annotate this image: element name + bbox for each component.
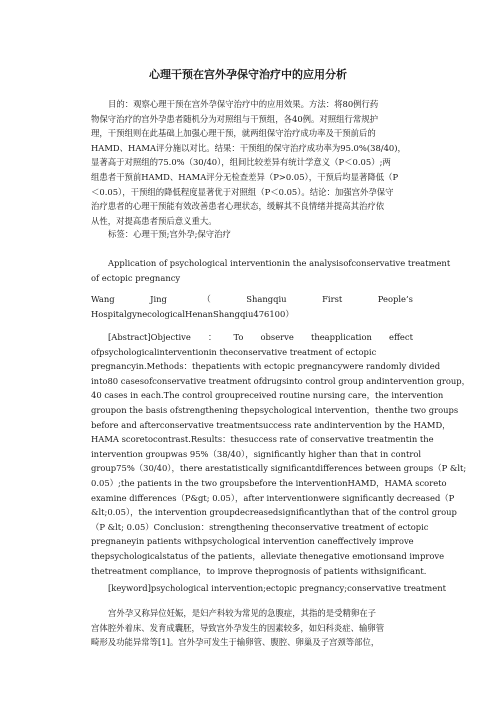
abstract-cn-line: 物保守治疗的宫外孕患者随机分为对照组与干预组，各40例。对照组行常规护 <box>91 113 379 124</box>
keywords-en <box>91 581 446 596</box>
abstract-cn-line: 显著高于对照组的75.0%（30/40），组间比较差异有统计学意义（P＜0.05）;两 <box>91 157 391 168</box>
body-cn <box>91 606 413 650</box>
body-cn-line: 畸形及功能异常等[1]。宫外孕可发生于输卵管、腹腔、卵巢及子宫颈等部位， <box>91 637 380 648</box>
abstract-en-word: [Abstract]Objective <box>108 332 191 342</box>
abstract-en-line: group75%（30/40），there arestatistically significantdifferences between groups（P &lt; <box>91 463 467 474</box>
abstract-en <box>91 330 470 578</box>
abstract-en-line: into80 casesofconservative treatment ofdrugsinto control group andintervention group， <box>91 375 470 386</box>
abstract-en-line: intervention groupwas 95%（38/40），significantly higher than that in control <box>91 448 422 459</box>
abstract-cn-line: 组患者干预前HAMD、HAMA评分无检查差异（P>0.05），干预后均显著降低（P <box>91 171 399 182</box>
abstract-en-line: thepsychologicalstatus of the patients，alleviate thenegative emotionsand improve <box>91 550 445 561</box>
abstract-en-word: To <box>233 332 244 342</box>
abstract-cn-line: 目的：观察心理干预在宫外孕保守治疗中的应用效果。方法：将80例行药 <box>108 99 379 109</box>
author-line <box>91 292 413 307</box>
author-block <box>91 292 413 321</box>
author-word: First <box>322 294 343 304</box>
abstract-en-word: effect <box>389 332 413 342</box>
title-en-line: Application of psychological interventionin the analysisofconservative treatment <box>108 258 451 268</box>
abstract-en-first-line <box>91 330 413 345</box>
title-en <box>91 256 451 285</box>
abstract-en-word: ： <box>207 332 217 342</box>
abstract-en-line: pregnancyin.Methods：thepatients with ectopic pregnancywere randomly divided <box>91 361 441 372</box>
abstract-en-line: ofpsychologicalinterventionin theconservative treatment of ectopic <box>91 346 377 357</box>
abstract-en-line: pregnaneyin patients withpsychological intervention caneffectively improve <box>91 536 414 547</box>
author-word: Shangqiu <box>246 294 287 304</box>
abstract-en-line: HAMA scoretocontrast.Results：thesuccess rate of conservative treatmentin the <box>91 434 434 445</box>
author-word: People’s <box>377 294 413 304</box>
author-word: （ <box>202 294 211 304</box>
abstract-en-line: &lt;0.05），the intervention groupdecreasedsignificantlythan that of the control group <box>91 507 457 518</box>
keywords-en-line: [keyword]psychological intervention;ectopic pregnancy;conservative treatment <box>108 583 446 593</box>
body-cn-line: 宫体腔外着床、发育成囊胚，导致宫外孕发生的因素较多，如妇科炎症、输卵管 <box>91 622 385 633</box>
abstract-cn <box>91 97 413 228</box>
abstract-en-line: 0.05）;the patients in the two groupsbefore the interventionHAMD，HAMA scoreto <box>91 477 447 488</box>
abstract-en-line: groupon the basis ofstrengthening thepsychological intervention，thenthe two groups <box>91 404 459 415</box>
author-word: Jing <box>150 294 167 304</box>
abstract-en-line: thetreatment compliance，to improve theprognosis of patients withsignificant. <box>91 565 427 576</box>
title-en-line: of ectopic pregnancy <box>91 272 181 283</box>
abstract-en-line: 40 cases in each.The control groupreceived routine nursing care，the intervention <box>91 390 444 401</box>
paper-title: 心理干预在宫外孕保守治疗中的应用分析 <box>149 68 347 81</box>
abstract-cn-line: 从性，对提高患者预后意义重大。 <box>91 215 217 226</box>
abstract-en-word: observe <box>260 332 294 342</box>
keywords-cn-line: 标签：心理干预;宫外孕;保守治疗 <box>108 229 231 239</box>
affiliation-line: HospitalgynecologicalHenanShangqiu476100） <box>91 308 294 319</box>
body-cn-line: 宫外孕又称异位妊娠，是妇产科较为常见的急腹症，其指的是受精卵在子 <box>108 608 376 618</box>
abstract-cn-line: 理，干预组则在此基础上加强心理干预，就两组保守治疗成功率及干预前后的 <box>91 128 376 139</box>
abstract-en-line: before and afterconservative treatmentsuccess rate andintervention by the HAMD， <box>91 419 451 430</box>
abstract-en-line: （P &lt; 0.05）Conclusion：strengthening theconservative treatment of ectopic <box>91 521 429 532</box>
abstract-cn-line: HAMD、HAMA评分施以对比。结果：干预组的保守治疗成功率为95.0%(38/40)， <box>91 142 406 153</box>
abstract-cn-line: ＜0.05），干预组的降低程度显著优于对照组（P＜0.05）。结论：加强宫外孕保守 <box>91 186 394 197</box>
keywords-cn <box>91 227 413 242</box>
author-word: Wang <box>91 294 115 304</box>
abstract-cn-line: 治疗患者的心理干预能有效改善患者心理状态，缓解其不良情绪并提高其治疗依 <box>91 201 385 212</box>
abstract-en-line: examine differences（P&gt; 0.05），after interventionwere significantly decreased（P <box>91 492 455 503</box>
abstract-en-word: theapplication <box>310 332 372 342</box>
